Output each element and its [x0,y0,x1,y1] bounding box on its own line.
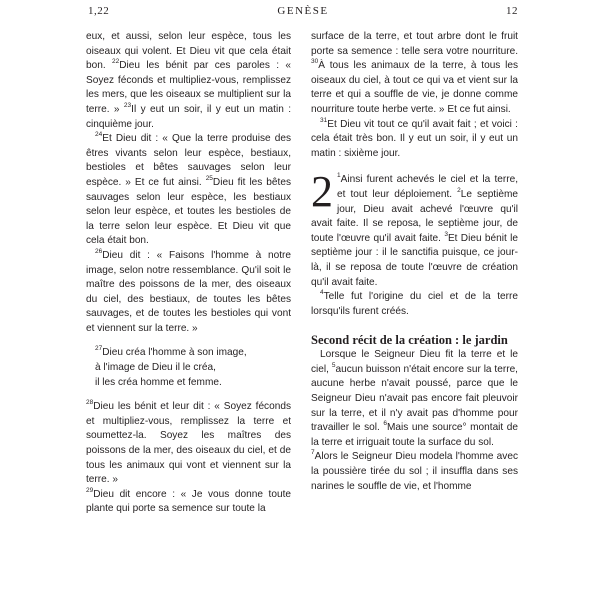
book-title: GENÈSE [277,5,329,17]
verse-number: 26 [95,247,103,255]
poem-line: à l'image de Dieu il le créa, [95,362,216,374]
paragraph: $^{26}$Dieu dit : « Faisons l'homme à notre image, selon notre ressemblance. Qu'il soit le maître des poissons de la mer, des oiseaux du ciel, des bestiaux, de toutes les bêtes sauvages, et de toutes les bestioles qui vont et viennent sur la terre. » [86,247,291,334]
verse-number: 23 [123,101,132,109]
chapter-verse-reference: 1,22 [88,5,110,17]
right-column [311,30,518,494]
verse-number: 29 [86,486,94,494]
verse-number: 22 [112,58,120,66]
poem [95,346,291,390]
verse-number: 4 [320,289,324,297]
paragraph: surface de la terre, et tout arbre dont le fruit porte sa semence : telle sera votre nourriture. $^{30}$À tous les animaux de la terre, à tous les oiseaux du ciel, à tout ce qui va et vient sur la terre et qui a souffle de vie, je donne comme nourriture toute herbe verte. » Et ce fut ainsi. [311,31,518,115]
chapter-number: 2 [311,167,333,217]
page-header [88,5,518,21]
paragraph: $^4$Telle fut l'origine du ciel et de la terre lorsqu'ils furent créés. [311,289,518,317]
verse-number: 3 [444,230,448,238]
paragraph: $^{28}$Dieu les bénit et leur dit : « Soyez féconds et multipliez-vous, remplissez la terre et soumettez-la. Soyez les maîtres des poissons de la mer, des oiseaux du ciel, et de tous les animaux qui vont et viennent sur la terre. » [86,399,291,486]
verse-number: 28 [86,399,94,407]
section-title: Second récit de la création : le jardin [311,333,508,348]
verse-number: 6 [383,420,387,428]
paragraph: $^7$Alors le Seigneur Dieu modela l'homme avec la poussière tirée du sol ; il insuffla dans ses narines le souffle de vie, et l'homme [311,449,518,492]
chapter-2 [311,167,518,319]
verse-number: 5 [331,361,336,369]
verse-number: 25 [205,174,213,182]
paragraph: eux, et aussi, selon leur espèce, tous les oiseaux qui volent. Et Dieu vit que cela était bon. $^{22}$Dieu les bénit par ces paroles : « Soyez féconds et multipliez-vous, remplissez les mers, que les oiseaux se multiplient sur la terre. » $^{23}$Il y eut un soir, il y eut un matin : cinquième jour. [86,31,291,130]
paragraph: $^1$Ainsi furent achevés le ciel et la terre, et tout leur déploiement. $^2$Le septième jour, Dieu avait achevé l'œuvre qu'il avait faite. Il se reposa, le septième jour, de toute l'œuvre qu'il avait faite. $^3$Et Dieu bénit le septième jour : il le sanctifia puisque, ce jour-là, il se reposa de toute l'œuvre de création qu'il avait faite. [311,172,518,288]
verse-number: 2 [457,186,461,194]
paragraph: Lorsque le Seigneur Dieu fit la terre et le ciel, $^5$aucun buisson n'était encore sur la terre, aucune herbe n'avait poussé, parce que le Seigneur Dieu n'avait pas encore fait pleuvoir sur la terre, et il n'y avait pas d'homme pour travailler le sol. $^6$Mais une source° montait de la terre et irriguait toute la surface du sol. [311,349,519,448]
poem-line: $^{27}$Dieu créa l'homme à son image, [95,345,247,359]
verse-number: 31 [320,116,328,124]
paragraph: $^{29}$Dieu dit encore : « Je vous donne toute plante qui porte sa semence sur toute la [86,486,291,515]
verse-number: 7 [311,449,315,457]
verse-number: 24 [95,131,103,139]
paragraph: $^{24}$Et Dieu dit : « Que la terre produise des êtres vivants selon leur espèce, bestiaux, bestioles et bêtes sauvages selon leur espèce. » Et ce fut ainsi. $^{25}$Dieu fit les bêtes sauvages selon leur espèce, les bestiaux selon leur espèce, et toutes les bestioles de la terre selon leur espèce. Et Dieu vit que cela était bon. [86,131,291,247]
page-number: 12 [506,5,518,17]
poem-line: il les créa homme et femme. [95,376,222,388]
verse-number: 1 [337,172,341,180]
paragraph: $^{31}$Et Dieu vit tout ce qu'il avait fait ; et voici : cela était très bon. Il y eut un soir, il y eut un matin : sixième jour. [311,116,518,159]
verse-number: 27 [95,345,103,353]
left-column [86,30,291,517]
verse-number: 30 [311,58,319,66]
